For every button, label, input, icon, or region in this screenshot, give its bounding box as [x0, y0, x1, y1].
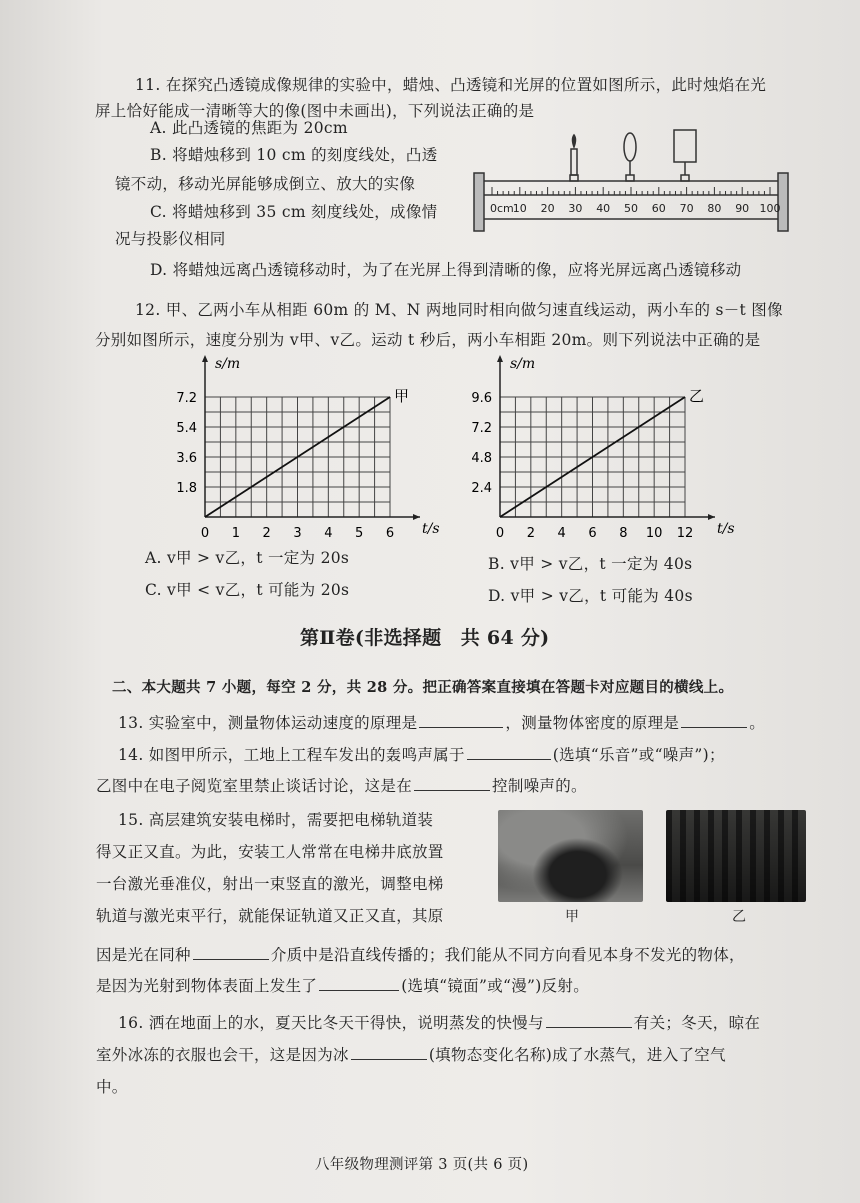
y-tick-label: 7.2: [176, 391, 197, 406]
bench-tick-label: 60: [651, 202, 666, 215]
bench-tick-label: 50: [624, 202, 638, 215]
bench-tick-label: 30: [568, 202, 583, 215]
y-tick-label: 4.8: [471, 451, 492, 466]
q16-blank-1[interactable]: [546, 1013, 632, 1028]
y-tick-label: 3.6: [176, 451, 197, 466]
q15-text-6b: (选填“镜面”或“漫”)反射。: [401, 977, 589, 995]
y-tick-label: 9.6: [471, 391, 492, 406]
bench-unit-label: 0cm: [490, 202, 514, 215]
q12-stem-line2: 分别如图所示，速度分别为 v甲、v乙。运动 t 秒后，两小车相距 20m。则下列说法中正确的是: [95, 331, 761, 349]
q16-line3: 中。: [96, 1078, 128, 1096]
q11-option-c-line2: 况与投影仪相同: [115, 230, 226, 248]
q16-line1: [118, 1013, 760, 1033]
q14-blank-1[interactable]: [467, 745, 551, 760]
st-graph-yi: [455, 352, 745, 552]
q11-option-a: A. 此凸透镜的焦距为 20cm: [150, 119, 348, 137]
bench-tick-label: 70: [679, 202, 694, 215]
x-tick-label: 1: [231, 526, 240, 541]
x-axis-arrow: [708, 514, 715, 520]
x-tick-label: 6: [588, 526, 597, 541]
x-tick-label: 4: [324, 526, 333, 541]
y-tick-label: 5.4: [176, 421, 197, 436]
q14-text-1: 14. 如图甲所示，工地上工程车发出的轰鸣声属于: [118, 746, 465, 764]
x-tick-label: 4: [557, 526, 566, 541]
bench-tick-label: 100: [759, 202, 781, 215]
q13-blank-1[interactable]: [419, 713, 503, 728]
y-axis-label: s/m: [510, 356, 536, 372]
q15-line1: 15. 高层建筑安装电梯时，需要把电梯轨道装: [118, 811, 434, 829]
x-tick-label: 2: [526, 526, 535, 541]
y-tick-label: 7.2: [471, 421, 492, 436]
q14-line2: [96, 776, 587, 796]
x-tick-label: 12: [676, 526, 694, 541]
x-tick-label: 6: [385, 526, 395, 541]
bench-tick-label: 10: [512, 202, 527, 215]
q15-text-5a: 因是光在同种: [96, 946, 191, 964]
candle-flame: [573, 135, 576, 147]
q11-stem-line1: 11. 在探究凸透镜成像规律的实验中，蜡烛、凸透镜和光屏的位置如图所示，此时烛焰在光: [135, 76, 767, 94]
q16-text-1b: 有关；冬天，晾在: [633, 1014, 761, 1032]
q14-blank-2[interactable]: [414, 776, 490, 791]
q15-text-6a: 是因为光射到物体表面上发生了: [96, 977, 318, 995]
caption-jia: 甲: [565, 909, 579, 925]
q15-blank-2[interactable]: [319, 976, 399, 991]
bench-tick-label: 90: [735, 202, 750, 215]
q13: [118, 713, 765, 733]
q12-stem-line1: 12. 甲、乙两小车从相距 60m 的 M、N 两地同时相向做匀速直线运动，两小车的 s－t 图像: [135, 301, 783, 319]
caption-yi: 乙: [732, 909, 746, 925]
x-tick-label: 2: [262, 526, 271, 541]
bench-tick-label: 40: [596, 202, 611, 215]
q12-option-b: B. v甲 > v乙，t 一定为 40s: [488, 555, 693, 573]
y-tick-label: 1.8: [176, 481, 197, 496]
x-axis-arrow: [413, 514, 420, 520]
q15-line4: 轨道与激光束平行，就能保证轨道又正又直，其原: [96, 907, 444, 925]
photo-jia-construction-vehicle: [498, 810, 643, 902]
q15-blank-1[interactable]: [193, 945, 269, 960]
convex-lens: [624, 133, 636, 161]
y-tick-label: 2.4: [471, 481, 492, 496]
q16-text-2b: (填物态变化名称)成了水蒸气，进入了空气: [428, 1046, 726, 1064]
q12-option-d: D. v甲 > v乙，t 可能为 40s: [488, 587, 693, 605]
q15-line5: [96, 945, 745, 965]
light-screen: [674, 130, 696, 162]
q11-option-c-line1: C. 将蜡烛移到 35 cm 刻度线处，成像情: [150, 203, 438, 221]
q11-option-b-line2: 镜不动，移动光屏能够成倒立、放大的实像: [115, 175, 416, 193]
x-axis-label: t/s: [717, 521, 735, 537]
x-tick-label: 5: [355, 526, 364, 541]
q14-text-3: 乙图中在电子阅览室里禁止谈话讨论，这是在: [96, 777, 413, 795]
q14-text-2: (选填“乐音”或“噪声”)；: [552, 746, 725, 764]
x-tick-label: 3: [293, 526, 302, 541]
x-tick-label: 0: [200, 526, 210, 541]
q12-option-c: C. v甲 < v乙，t 可能为 20s: [145, 581, 350, 599]
section2-instructions: 二、本大题共 7 小题，每空 2 分，共 28 分。把正确答案直接填在答题卡对应题目的横线上。: [112, 679, 734, 696]
bench-tick-label: 80: [707, 202, 722, 215]
x-tick-label: 10: [645, 526, 663, 541]
q14-line1: [118, 745, 725, 765]
q14-text-4: 控制噪声的。: [492, 777, 587, 795]
y-axis-arrow: [497, 355, 503, 362]
q13-blank-2[interactable]: [681, 713, 747, 728]
q15-text-5b: 介质中是沿直线传播的；我们能从不同方向看见本身不发光的物体，: [270, 946, 745, 964]
q15-line2: 得又正又直。为此，安装工人常常在电梯井底放置: [96, 843, 444, 861]
page-footer: 八年级物理测评第 3 页(共 6 页): [315, 1157, 529, 1173]
q11-option-d: D. 将蜡烛远离凸透镜移动时，为了在光屏上得到清晰的像，应将光屏远离凸透镜移动: [150, 261, 742, 279]
bench-tick-label: 20: [540, 202, 555, 215]
x-tick-label: 0: [495, 526, 505, 541]
optical-bench-figure: [470, 125, 795, 237]
q11-option-b-line1: B. 将蜡烛移到 10 cm 的刻度线处，凸透: [150, 146, 438, 164]
q16-text-1a: 16. 洒在地面上的水，夏天比冬天干得快，说明蒸发的快慢与: [118, 1014, 544, 1032]
q13-text-2: ，测量物体密度的原理是: [505, 714, 680, 732]
q16-text-2a: 室外冰冻的衣服也会干，这是因为冰: [96, 1046, 349, 1064]
q15-line6: [96, 976, 589, 996]
q16-blank-2[interactable]: [351, 1045, 427, 1060]
section2-title: 第Ⅱ卷(非选择题 共 64 分): [300, 627, 550, 649]
q12-option-a: A. v甲 > v乙，t 一定为 20s: [145, 549, 350, 567]
q15-line3: 一台激光垂准仪，射出一束竖直的激光，调整电梯: [96, 875, 444, 893]
y-axis-label: s/m: [215, 356, 241, 372]
candle: [571, 149, 577, 175]
q13-text-3: 。: [749, 714, 766, 732]
st-graph-jia: [160, 352, 450, 552]
series-label: 甲: [394, 387, 410, 405]
x-tick-label: 8: [619, 526, 628, 541]
q16-line2: [96, 1045, 726, 1065]
q13-text-1: 13. 实验室中，测量物体运动速度的原理是: [118, 714, 418, 732]
x-axis-label: t/s: [422, 521, 440, 537]
y-axis-arrow: [202, 355, 208, 362]
photo-yi-reading-room: [666, 810, 806, 902]
q11-stem-line2: 屏上恰好能成一清晰等大的像(图中未画出)，下列说法正确的是: [95, 102, 535, 120]
series-label: 乙: [689, 387, 705, 405]
